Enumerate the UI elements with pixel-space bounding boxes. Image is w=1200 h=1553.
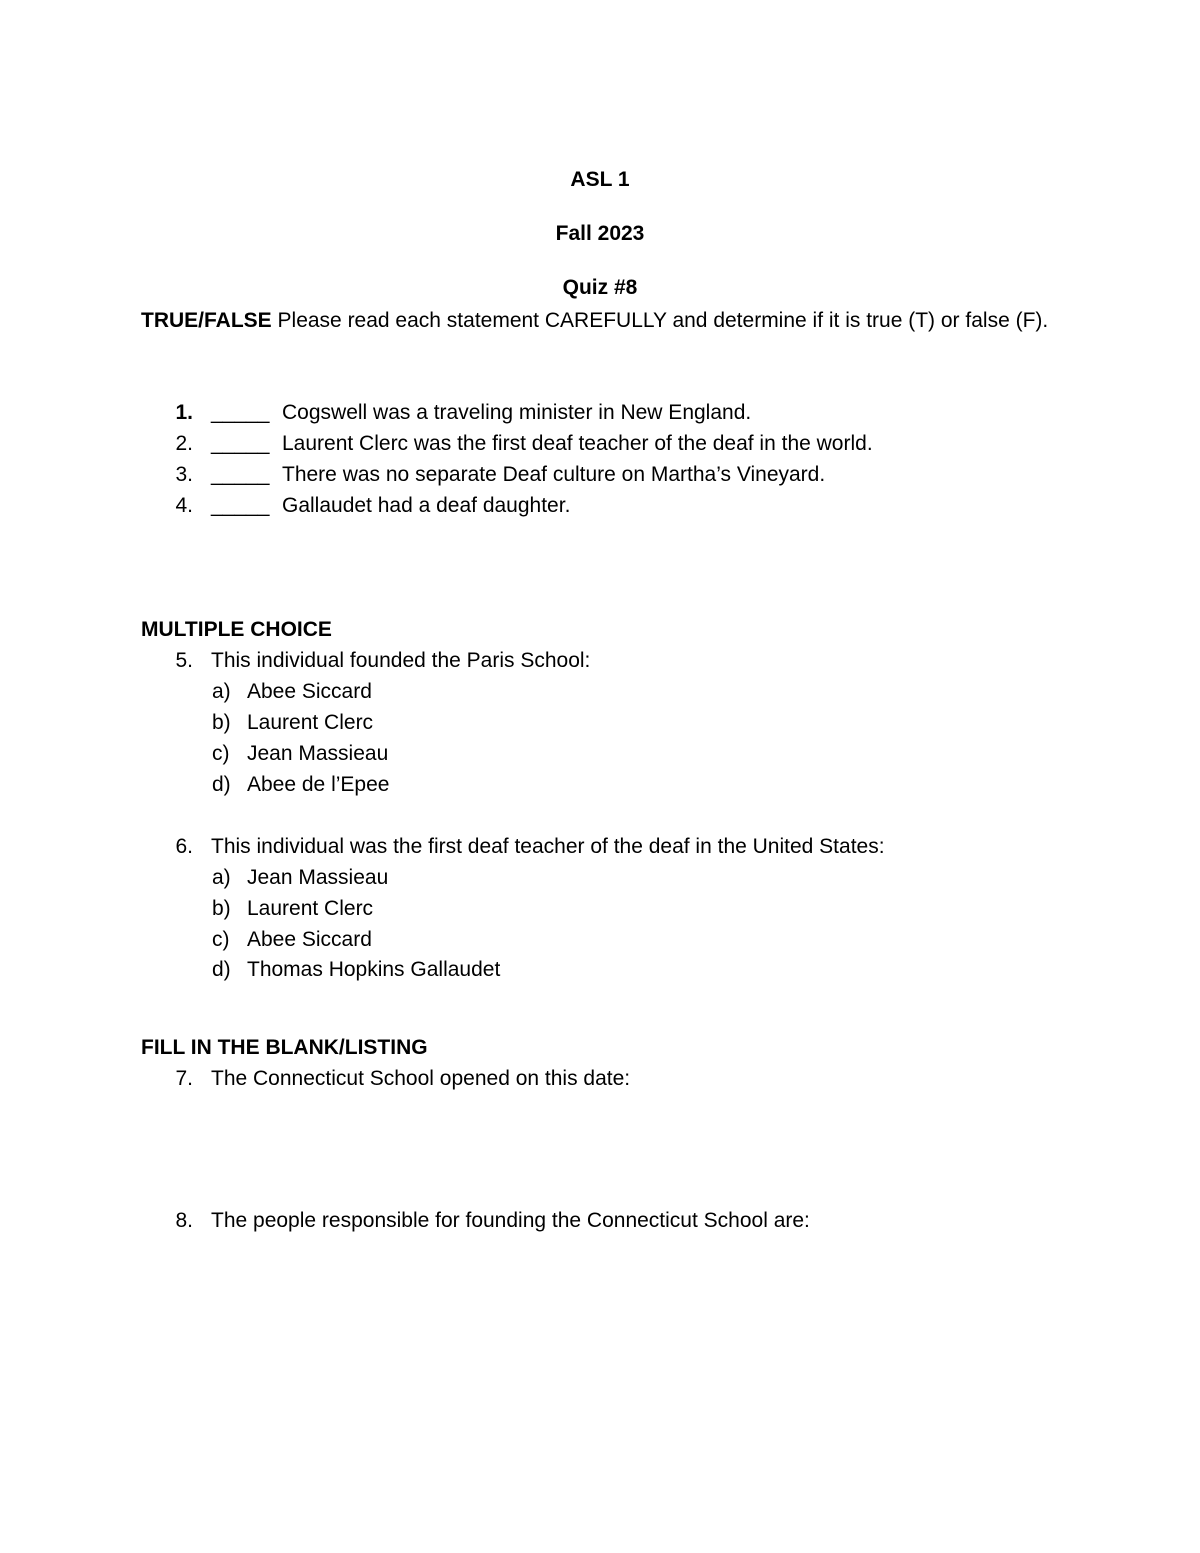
- option-letter: a): [212, 680, 231, 703]
- option-letter: c): [212, 928, 230, 951]
- option-text[interactable]: Laurent Clerc: [247, 897, 374, 920]
- option-letter: d): [212, 958, 231, 981]
- true-false-heading: TRUE/FALSE: [141, 309, 272, 332]
- option-text[interactable]: Jean Massieau: [247, 866, 389, 889]
- question-text: The Connecticut School opened on this date:: [211, 1067, 631, 1090]
- question-text: This individual was the first deaf teacher of the deaf in the United States:: [211, 835, 885, 858]
- answer-blank[interactable]: _____: [211, 494, 270, 517]
- item-text: Gallaudet had a deaf daughter.: [282, 494, 571, 517]
- option-letter: c): [212, 742, 230, 765]
- item-text: There was no separate Deaf culture on Martha’s Vineyard.: [282, 463, 826, 486]
- option-text[interactable]: Abee de l’Epee: [247, 773, 390, 796]
- answer-blank[interactable]: _____: [211, 463, 270, 486]
- option-text[interactable]: Thomas Hopkins Gallaudet: [247, 958, 501, 981]
- true-false-instructions: [141, 308, 1048, 334]
- course-title: ASL 1: [570, 168, 630, 191]
- option-letter: b): [212, 711, 231, 734]
- answer-blank[interactable]: _____: [211, 401, 270, 424]
- question-number: 8.: [175, 1209, 193, 1232]
- option-text[interactable]: Abee Siccard: [247, 928, 372, 951]
- option-letter: d): [212, 773, 231, 796]
- question-number: 7.: [175, 1067, 193, 1090]
- item-number: 4.: [175, 494, 193, 517]
- true-false-instructions-text: Please read each statement CAREFULLY and determine if it is true (T) or false (F).: [271, 309, 1049, 332]
- item-text: Laurent Clerc was the first deaf teacher of the deaf in the world.: [282, 432, 873, 455]
- question-text: The people responsible for founding the Connecticut School are:: [211, 1209, 810, 1232]
- option-text[interactable]: Laurent Clerc: [247, 711, 374, 734]
- item-number: 3.: [175, 463, 193, 486]
- option-letter: b): [212, 897, 231, 920]
- fill-in-heading: FILL IN THE BLANK/LISTING: [141, 1036, 428, 1059]
- multiple-choice-heading: MULTIPLE CHOICE: [141, 618, 332, 641]
- option-text[interactable]: Jean Massieau: [247, 742, 389, 765]
- question-number: 6.: [175, 835, 193, 858]
- answer-blank[interactable]: _____: [211, 432, 270, 455]
- item-number: 2.: [175, 432, 193, 455]
- question-number: 5.: [175, 649, 193, 672]
- item-text: Cogswell was a traveling minister in New England.: [282, 401, 752, 424]
- quiz-title: Quiz #8: [562, 276, 638, 299]
- question-text: This individual founded the Paris School:: [211, 649, 591, 672]
- option-text[interactable]: Abee Siccard: [247, 680, 372, 703]
- term-title: Fall 2023: [555, 222, 645, 245]
- option-letter: a): [212, 866, 231, 889]
- item-number: 1.: [175, 401, 193, 424]
